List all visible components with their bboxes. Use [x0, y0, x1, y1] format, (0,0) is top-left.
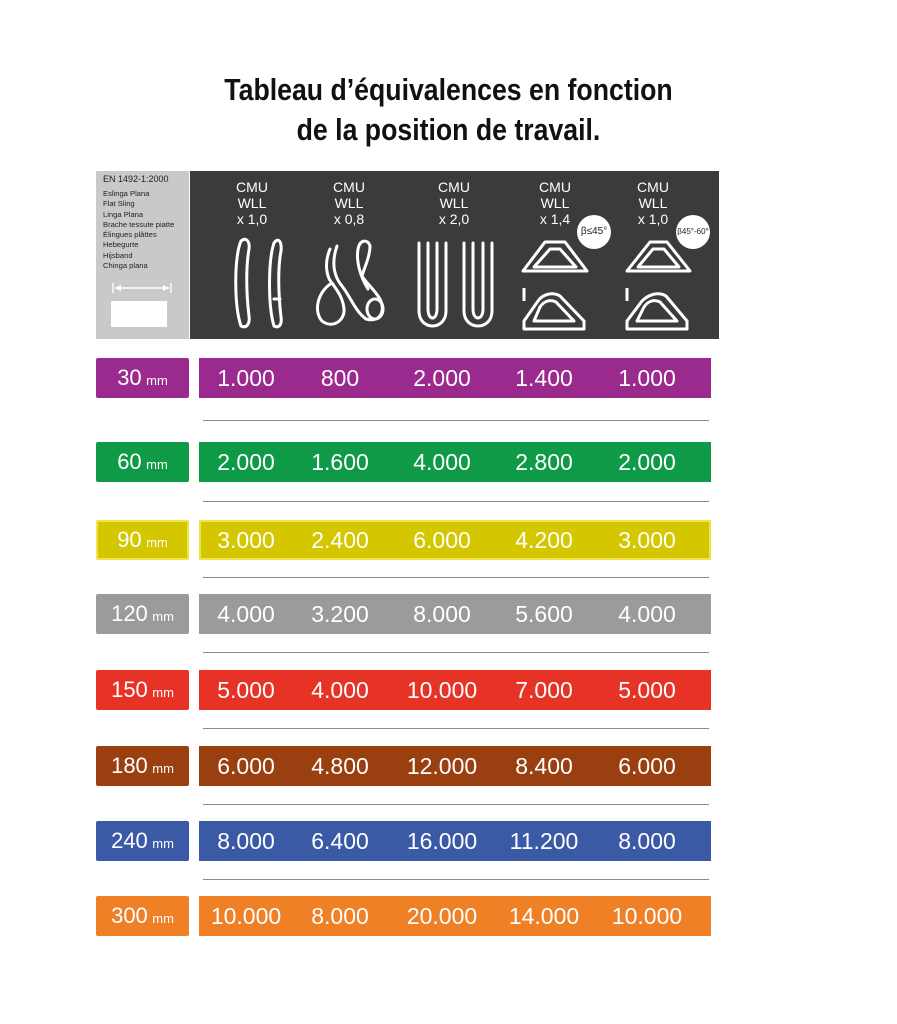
sling-name: Eslinga Plana: [103, 189, 150, 198]
capacity-cell: 10.000: [611, 903, 683, 929]
capacity-cell: 1.400: [515, 365, 573, 391]
angle-45-badge: β≤45°: [577, 215, 611, 249]
standard-code: EN 1492-1:2000: [103, 174, 169, 184]
row-width-label: [96, 821, 189, 861]
row-width-value: 300: [111, 903, 148, 928]
capacity-cell: 3.000: [618, 527, 676, 553]
sling-diagrams: [190, 171, 719, 339]
sling-name: Hijsband: [103, 250, 133, 260]
row-width-unit: mm: [152, 685, 174, 700]
capacity-row: [199, 896, 711, 936]
capacity-cell: 6.000: [413, 527, 471, 553]
straight-sling-icon: [236, 239, 281, 326]
row-width-unit: mm: [146, 457, 168, 472]
row-width-value: 90: [117, 527, 142, 552]
basket-hitch-icon: [419, 243, 492, 326]
capacity-cell: 11.200: [509, 828, 579, 854]
row-width-value: 180: [111, 753, 148, 778]
capacity-row: [199, 442, 711, 482]
capacity-cell: 2.000: [618, 449, 676, 475]
row-width-value: 120: [111, 601, 148, 626]
capacity-cell: 1.000: [618, 365, 676, 391]
row-width-value: 60: [117, 449, 142, 474]
row-separator: [203, 804, 709, 805]
row-width-unit: mm: [152, 836, 174, 851]
capacity-cell: 4.800: [311, 753, 369, 779]
capacity-cell: 3.200: [311, 601, 369, 627]
capacity-cell: 2.800: [515, 449, 573, 475]
capacity-cell: 5.600: [515, 601, 573, 627]
standard-panel: [96, 171, 189, 339]
capacity-cell: 10.000: [210, 903, 282, 929]
capacity-cell: 1.600: [311, 449, 369, 475]
capacity-row: [199, 746, 711, 786]
row-separator: [203, 420, 709, 421]
capacity-row: [199, 594, 711, 634]
row-width-label: [96, 358, 189, 398]
sling-name: Linga Plana: [103, 209, 144, 219]
sling-name: Chinga plana: [103, 261, 148, 271]
sling-name: Brache tessute piatte: [103, 219, 175, 229]
row-width-label: [96, 670, 189, 710]
capacity-cell: 8.000: [618, 828, 676, 854]
col-head-basket-45: CMU WLL x 1,4: [539, 179, 571, 227]
col-head-basket-60: CMU WLL x 1,0: [637, 179, 669, 227]
table-header: [190, 171, 719, 339]
capacity-cell: 6.000: [217, 753, 275, 779]
basket-45-icon: [523, 242, 587, 329]
row-width-unit: mm: [152, 761, 174, 776]
capacity-cell: 10.000: [406, 677, 478, 703]
sling-name-list: [103, 189, 174, 271]
row-separator: [203, 728, 709, 729]
row-width-unit: mm: [152, 609, 174, 624]
row-width-value: 150: [111, 677, 148, 702]
sling-name: Élingues plâttes: [103, 230, 157, 240]
capacity-cell: 5.000: [217, 677, 275, 703]
row-width-unit: mm: [152, 911, 174, 926]
col-head-basket-hitch: CMU WLL x 2,0: [438, 179, 470, 227]
capacity-cell: 5.000: [618, 677, 676, 703]
capacity-cell: 14.000: [508, 903, 580, 929]
capacity-cell: 6.400: [311, 828, 369, 854]
row-separator: [203, 577, 709, 578]
capacity-cell: 2.000: [413, 365, 471, 391]
row-separator: [203, 501, 709, 502]
col-head-straight-pull: CMU WLL x 1,0: [236, 179, 268, 227]
row-width-label: [96, 746, 189, 786]
row-separator: [203, 652, 709, 653]
row-width-value: 240: [111, 828, 148, 853]
capacity-row: [199, 520, 711, 560]
row-separator: [203, 879, 709, 880]
capacity-row: [199, 358, 711, 398]
page-title: [63, 70, 834, 150]
capacity-cell: 16.000: [406, 828, 478, 854]
capacity-cell: 4.000: [311, 677, 369, 703]
row-width-label: [96, 594, 189, 634]
capacity-cell: 7.000: [515, 677, 573, 703]
sling-name: Flat Sling: [103, 199, 135, 209]
row-width-label: [96, 520, 189, 560]
capacity-row: [199, 821, 711, 861]
row-width-unit: mm: [146, 535, 168, 550]
capacity-cell: 1.000: [217, 365, 275, 391]
capacity-cell: 8.400: [515, 753, 573, 779]
capacity-cell: 4.000: [413, 449, 471, 475]
capacity-cell: 4.000: [618, 601, 676, 627]
row-width-value: 30: [117, 365, 142, 390]
sling-name: Hebegurte: [103, 240, 139, 250]
choke-hitch-icon: [317, 241, 383, 324]
capacity-cell: 2.000: [217, 449, 275, 475]
capacity-cell: 6.000: [618, 753, 676, 779]
width-arrow-icon: [111, 281, 173, 295]
capacity-cell: 20.000: [406, 903, 478, 929]
title-line-2: de la position de travail.: [296, 112, 601, 147]
capacity-row: [199, 670, 711, 710]
capacity-cell: 4.200: [515, 527, 573, 553]
capacity-cell: 8.000: [311, 903, 369, 929]
row-width-unit: mm: [146, 373, 168, 388]
basket-60-icon: [627, 242, 690, 329]
capacity-cell: 4.000: [217, 601, 275, 627]
capacity-cell: 12.000: [406, 753, 478, 779]
row-width-label: [96, 442, 189, 482]
capacity-cell: 8.000: [217, 828, 275, 854]
col-head-choke-hitch: CMU WLL x 0,8: [333, 179, 365, 227]
row-width-label: [96, 896, 189, 936]
sling-width-swatch: [111, 301, 167, 327]
capacity-cell: 3.000: [217, 527, 275, 553]
angle-45-60-badge: β45°-60°: [676, 215, 710, 249]
capacity-cell: 2.400: [311, 527, 369, 553]
capacity-cell: 8.000: [413, 601, 471, 627]
capacity-cell: 800: [320, 365, 360, 391]
title-line-1: Tableau d’équivalences en fonction: [224, 72, 673, 107]
